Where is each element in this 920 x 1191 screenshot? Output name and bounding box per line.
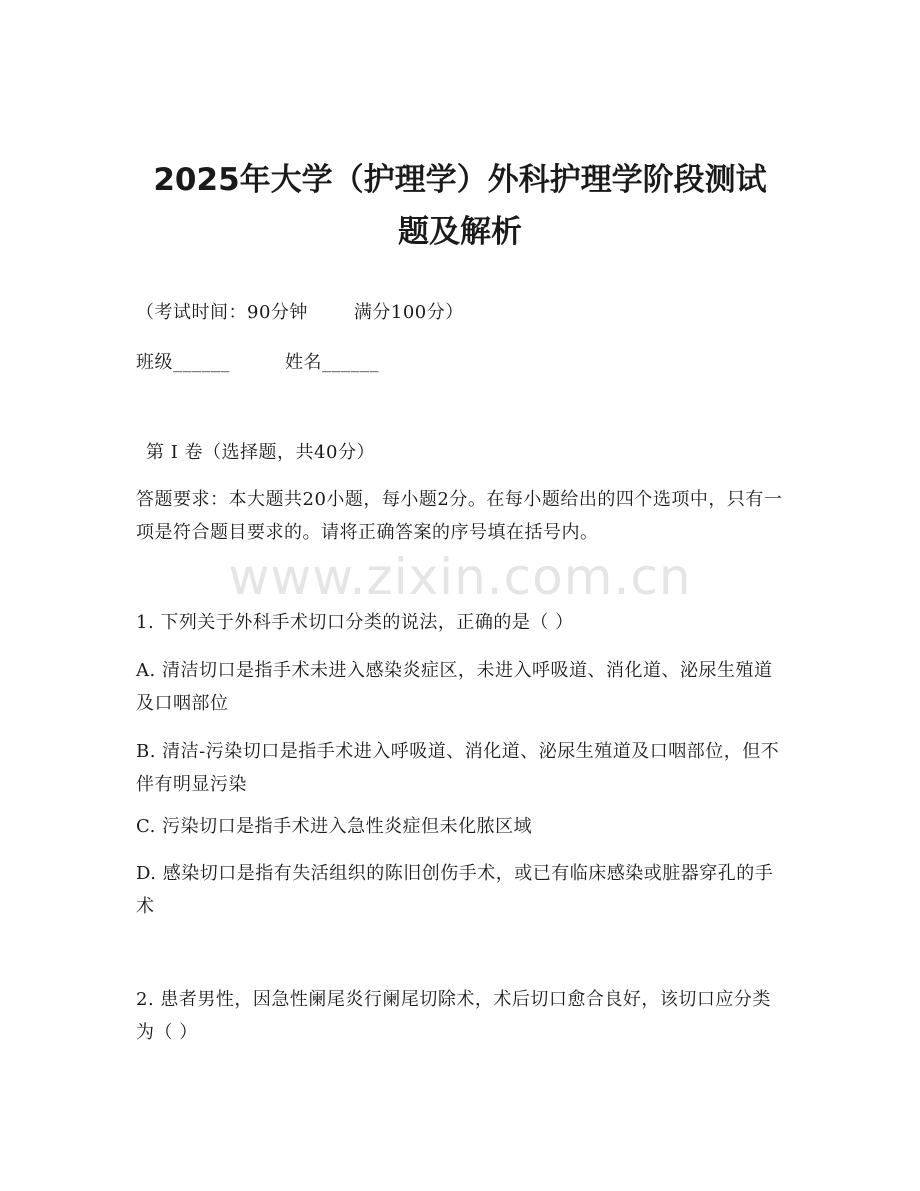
question-1-option-a: A. 清洁切口是指手术未进入感染炎症区，未进入呼吸道、消化道、泌尿生殖道及口咽部位 — [136, 660, 773, 714]
class-field: 班级______ — [136, 352, 230, 373]
document-title — [100, 154, 820, 258]
question-1-option-b: B. 清洁-污染切口是指手术进入呼吸道、消化道、泌尿生殖道及口咽部位，但不伴有明显污染 — [136, 741, 780, 795]
section-heading: 第 I 卷（选择题，共40分） — [146, 442, 375, 463]
title-line-2: 题及解析 — [398, 214, 522, 250]
question-2-stem: 2. 患者男性，因急性阑尾炎行阑尾切除术，术后切口愈合良好，该切口应分类为（ ） — [136, 989, 771, 1043]
name-field: 姓名______ — [285, 352, 379, 373]
question-1-option-d: D. 感染切口是指有失活组织的陈旧创伤手术，或已有临床感染或脏器穿孔的手术 — [136, 863, 774, 917]
title-line-1: 2025年大学（护理学）外科护理学阶段测试 — [153, 162, 767, 198]
student-info — [136, 348, 379, 378]
exam-score: 满分100分） — [353, 302, 464, 323]
watermark: www.zixin.com.cn — [228, 548, 692, 606]
instructions: 答题要求：本大题共20小题，每小题2分。在每小题给出的四个选项中，只有一项是符合题目要求的。请将正确答案的序号填在括号内。 — [136, 489, 783, 543]
question-1-option-c: C. 污染切口是指手术进入急性炎症但未化脓区域 — [136, 816, 533, 837]
exam-time: （考试时间：90分钟 — [136, 302, 308, 323]
exam-info — [136, 298, 464, 328]
question-1-stem: 1. 下列关于外科手术切口分类的说法，正确的是（ ） — [136, 612, 574, 633]
